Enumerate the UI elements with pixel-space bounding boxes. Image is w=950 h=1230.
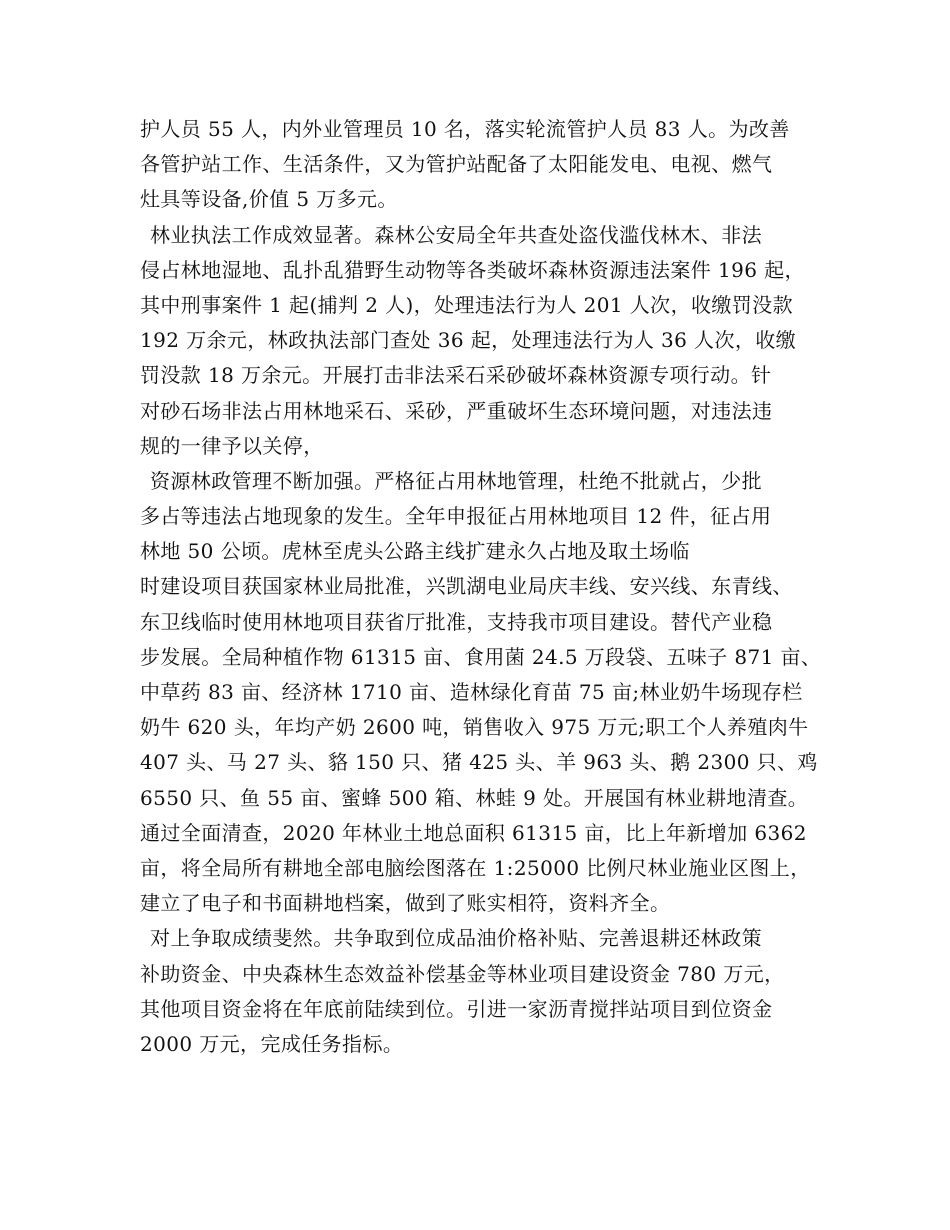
- text-line: 对砂石场非法占用林地采石、采砂，严重破坏生态环境问题，对违法违: [140, 398, 773, 423]
- document-page: [140, 112, 830, 1062]
- paragraph-start-line: 对上争取成绩斐然。共争取到位成品油价格补贴、完善退耕还林政策: [150, 926, 762, 951]
- text-line: 2000 万元，完成任务指标。: [140, 1031, 404, 1056]
- text-line: 东卫线临时使用林地项目获省厅批准，支持我市项目建设。替代产业稳: [140, 609, 773, 634]
- text-line: 护人员 55 人，内外业管理员 10 名，落实轮流管护人员 83 人。为改善: [140, 117, 790, 141]
- text-line: 各管护站工作、生活条件，又为管护站配备了太阳能发电、电视、燃气: [140, 152, 773, 177]
- text-line: 灶具等设备,价值 5 万多元。: [140, 187, 398, 212]
- text-line: 林地 50 公顷。虎林至虎头公路主线扩建永久占地及取土场临: [140, 539, 690, 564]
- text-line: 建立了电子和书面耕地档案，做到了账实相符，资料齐全。: [140, 891, 671, 916]
- text-line: 中草药 83 亩、经济林 1710 亩、造林绿化育苗 75 亩;林业奶牛场现存栏: [140, 680, 803, 704]
- text-line: 多占等违法占地现象的发生。全年申报征占用林地项目 12 件，征占用: [140, 504, 772, 529]
- paragraph-start-line: 资源林政管理不断加强。严格征占用林地管理，杜绝不批就占，少批: [150, 468, 762, 493]
- paragraph-start-line: 林业执法工作成效显著。森林公安局全年共查处盗伐滥伐林木、非法: [150, 222, 762, 247]
- text-line: 407 头、马 27 头、貉 150 只、猪 425 头、羊 963 头、鹅 2300 只、鸡: [140, 750, 818, 775]
- text-line: 亩，将全局所有耕地全部电脑绘图落在 1:25000 比例尺林业施业区图上，: [140, 855, 811, 880]
- text-line: 其中刑事案件 1 起(捕判 2 人)，处理违法行为人 201 人次，收缴罚没款: [140, 292, 793, 317]
- text-line: 步发展。全局种植作物 61315 亩、食用菌 24.5 万段袋、五味子 871 亩、: [140, 644, 822, 669]
- text-line: 其他项目资金将在年底前陆续到位。引进一家沥青搅拌站项目到位资金: [140, 996, 773, 1021]
- text-line: 侵占林地湿地、乱扑乱猎野生动物等各类破坏森林资源违法案件 196 起，: [140, 257, 805, 282]
- text-line: 奶牛 620 头，年均产奶 2600 吨，销售收入 975 万元;职工个人养殖肉牛: [140, 715, 809, 740]
- text-line: 6550 只、鱼 55 亩、蜜蜂 500 箱、林蛙 9 处。开展国有林业耕地清查。: [140, 785, 809, 810]
- text-line: 罚没款 18 万余元。开展打击非法采石采砂破坏森林资源专项行动。针: [140, 363, 772, 388]
- text-line: 补助资金、中央森林生态效益补偿基金等林业项目建设资金 780 万元，: [140, 961, 785, 986]
- text-line: 通过全面清查，2020 年林业土地总面积 61315 亩，比上年新增加 6362: [140, 820, 807, 845]
- text-line: 规的一律予以关停，: [140, 433, 324, 458]
- text-line: 192 万余元，林政执法部门查处 36 起，处理违法行为人 36 人次，收缴: [140, 328, 797, 353]
- text-line: 时建设项目获国家林业局批准，兴凯湖电业局庆丰线、安兴线、东青线、: [140, 574, 793, 599]
